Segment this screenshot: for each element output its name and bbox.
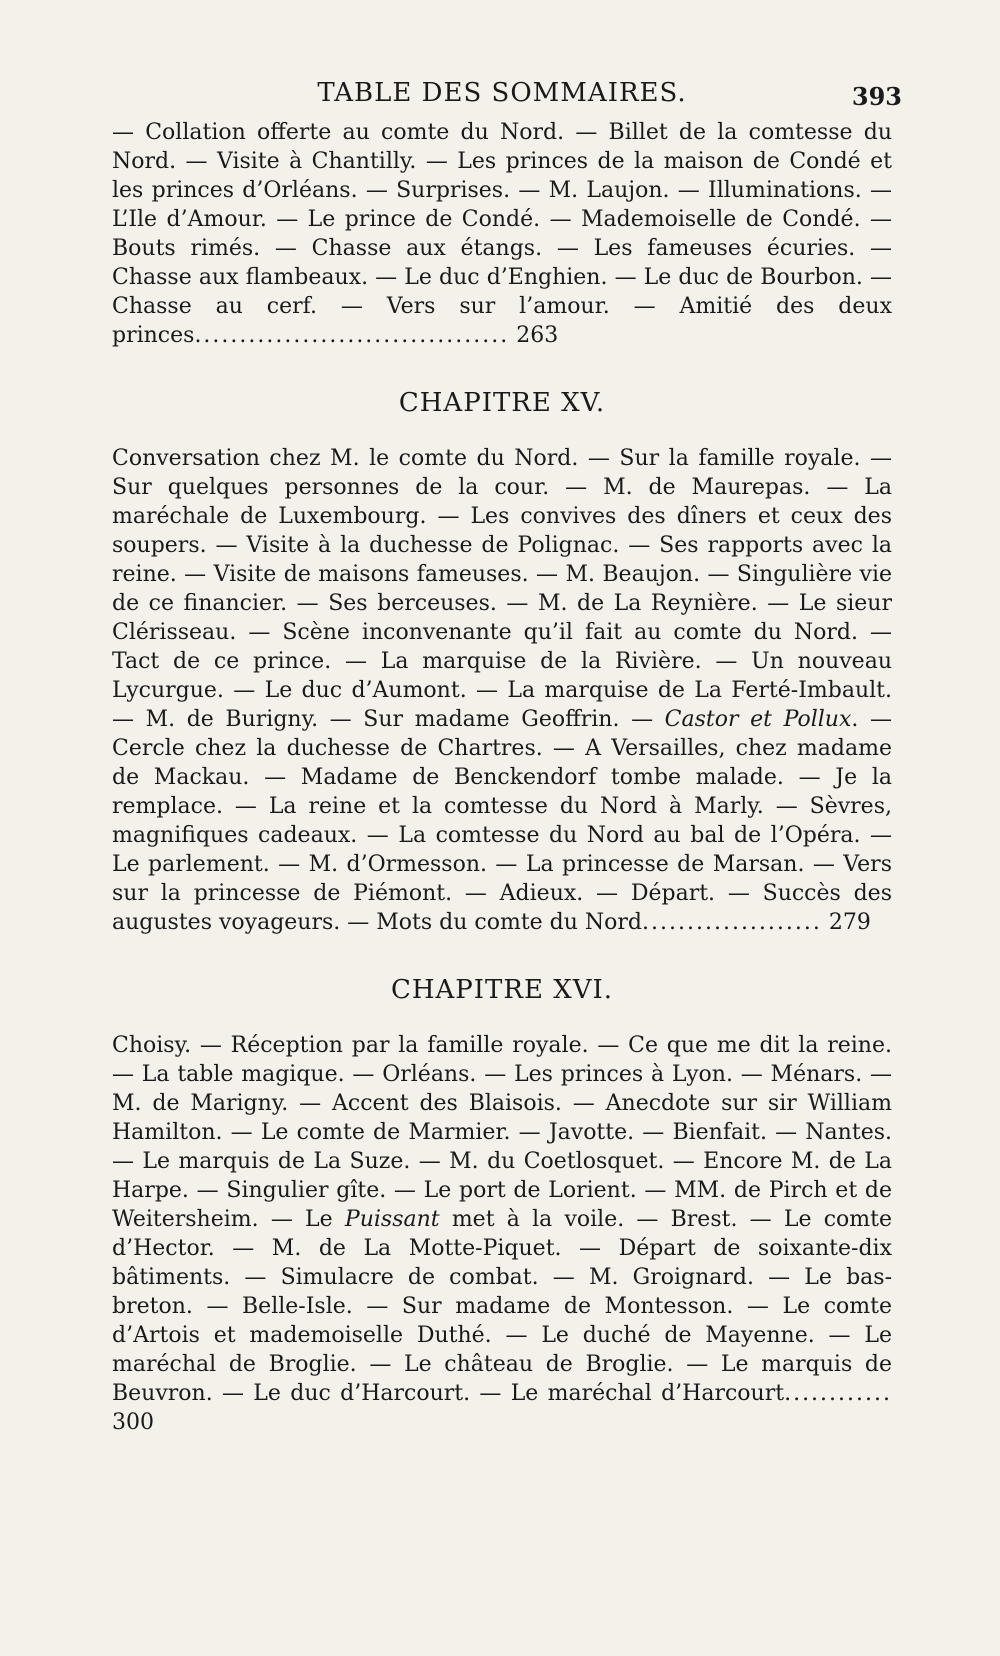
chapter-heading-xvi: CHAPITRE XVI. (390, 975, 614, 1005)
chapter-heading-xv: CHAPITRE XV. (398, 388, 606, 418)
italic-ship-name: Puissant (344, 1207, 440, 1232)
entry-text-after: . — Cercle chez la duchesse de Chartres. — A Versailles, chez madame de Mackau. — Madame de Benckendorf tombe malade. — Je la remplace. — La reine et la comtesse du Nord à Marly. — Sèvres, magnifiques cadeaux. — La comtesse du Nord au bal de l’Opéra. — Le parlement. — M. d’Ormesson. — La princesse de Marsan. — Vers sur la princesse de Piémont. — Adieux. — Départ. — Succès des augustes voyageurs. — Mots du comte du Nord (112, 707, 892, 935)
entry-chapter-xvi (112, 1031, 892, 1437)
dot-leader: .................... (642, 910, 822, 935)
entry-text: — Collation offerte au comte du Nord. — Billet de la comtesse du Nord. — Visite à Chantilly. — Les princes de la maison de Condé et les princes d’Orléans. — Surprises. — M. Laujon. — Illuminations. — L’Ile d’Amour. — Le prince de Condé. — Mademoiselle de Condé. — Bouts rimés. — Chasse aux étangs. — Les fameuses écuries. — Chasse aux flambeaux. — Le duc d’Enghien. — Le duc de Bourbon. — Chasse au cerf. — Vers sur l’amour. — Amitié des deux princes (112, 120, 892, 348)
page-reference: 300 (112, 1410, 154, 1435)
page-reference: 279 (828, 910, 871, 935)
page-reference: 263 (516, 323, 559, 348)
entry-text-after: met à la voile. — Brest. — Le comte d’Hector. — M. de La Motte-Piquet. — Départ de soixante-dix bâtiments. — Simulacre de combat. — M. Groignard. — Le bas-breton. — Belle-Isle. — Sur madame de Montesson. — Le comte d’Artois et mademoiselle Duthé. — Le duché de Mayenne. — Le maréchal de Broglie. — Le château de Broglie. — Le marquis de Beuvron. — Le duc d’Harcourt. — Le maréchal d’Harcourt (112, 1207, 892, 1406)
running-head (112, 78, 902, 118)
entry-text: Conversation chez M. le comte du Nord. — Sur la famille royale. — Sur quelques personnes de la cour. — M. de Maurepas. — La maréchale de Luxembourg. — Les convives des dîners et ceux des soupers. — Visite à la duchesse de Polignac. — Ses rapports avec la reine. — Visite de maisons fameuses. — M. Beaujon. — Singulière vie de ce financier. — Ses berceuses. — M. de La Reynière. — Le sieur Clérisseau. — Scène inconvenante qu’il fait au comte du Nord. — Tact de ce prince. — La marquise de la Rivière. — Un nouveau Lycurgue. — Le duc d’Aumont. — La marquise de La Ferté-Imbault. — M. de Burigny. — Sur madame Geoffrin. — (112, 446, 892, 732)
entry-text: Choisy. — Réception par la famille royale. — Ce que me dit la reine. — La table magique. — Orléans. — Les princes à Lyon. — Ménars. — M. de Marigny. — Accent des Blaisois. — Anecdote sur sir William Hamilton. — Le comte de Marmier. — Javotte. — Bienfait. — Nantes. — Le marquis de La Suze. — M. du Coetlosquet. — Encore M. de La Harpe. — Singulier gîte. — Le port de Lorient. — MM. de Pirch et de Weitersheim. — Le (112, 1033, 892, 1232)
running-title: TABLE DES SOMMAIRES. (317, 78, 687, 108)
entry-chapter-xv (112, 444, 892, 937)
entry-chapter-xiv-continued (112, 118, 892, 350)
italic-title: Castor et Pollux (664, 707, 852, 732)
dot-leader: ............ (784, 1381, 892, 1406)
dot-leader: ................................... (194, 323, 510, 348)
page-number: 393 (851, 82, 902, 111)
